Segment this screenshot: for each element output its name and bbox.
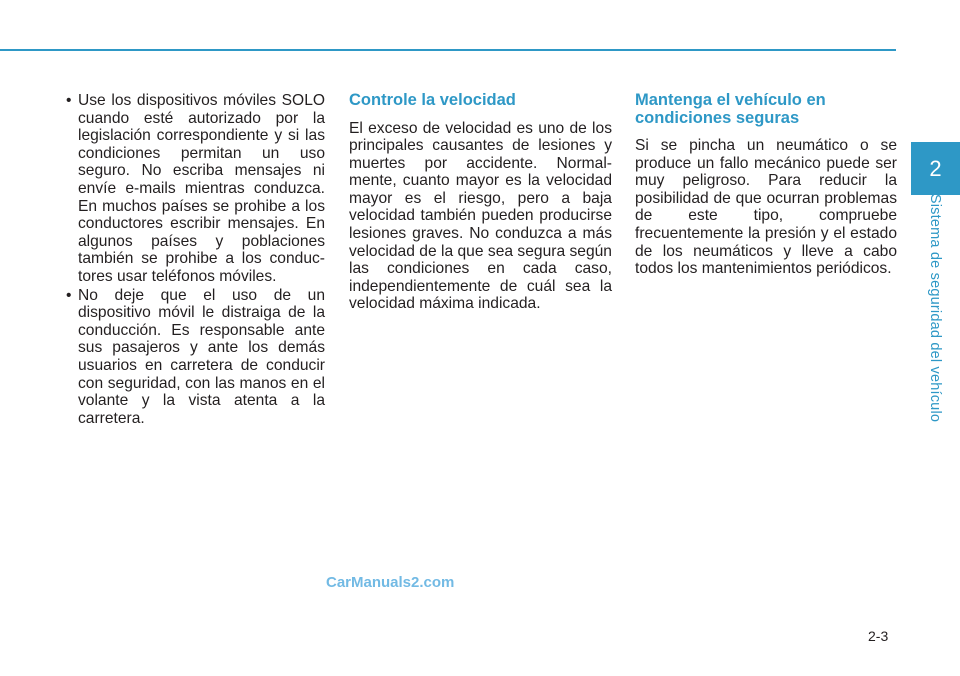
column-middle <box>349 92 612 313</box>
bullet-icon: • <box>66 286 72 304</box>
bullet-text: Use los dispositivos móviles SOLO cuando esté autorizado por la legislación correspondiente y si las condiciones permitan un uso seguro. No escriba mensajes ni envíe e-mails mientras conduzca. En muchos países se prohibe a los conductores escribir mensajes. En algunos países y poblaciones también se prohibe a los conduc-tores usar teléfonos móviles. <box>78 92 325 285</box>
section-body-vehicle-condition: Si se pincha un neumático o se produce un fallo mecánico puede ser muy peligroso. Para reducir la posibilidad de que ocurran problemas de este tipo, compruebe frecuentemente la presión y el estado de los neumáticos y lleve a cabo todos los mantenimientos periódicos. <box>635 137 897 278</box>
header-rule <box>0 49 896 51</box>
bullet-item-mobile-use <box>62 92 325 286</box>
section-heading-speed: Controle la velocidad <box>349 91 516 109</box>
section-body-speed: El exceso de velocidad es uno de los principales causantes de lesiones y muertes por accidente. Normal-mente, cuanto mayor es la velocidad mayor es el riesgo, pero a baja velocidad también pueden producirse lesiones graves. No conduzca a más velocidad de la que sea segura según las condiciones en cada caso, independientemente de cuál sea la velocidad máxima indicada. <box>349 119 612 313</box>
section-heading-vehicle-condition: Mantenga el vehículo en condiciones seguras <box>635 91 826 127</box>
page-number: 2-3 <box>868 628 889 644</box>
bullet-item-distraction <box>62 287 325 428</box>
chapter-number: 2 <box>929 155 942 181</box>
bullet-text: No deje que el uso de un dispositivo móvil le distraiga de la conducción. Es responsable ante sus pasajeros y ante los demás usuarios en carretera de conducir con seguridad, con las manos en el volante y la vista atenta a la carretera. <box>78 286 325 427</box>
watermark-link[interactable]: CarManuals2.com <box>326 574 455 591</box>
bullet-list <box>62 92 325 427</box>
chapter-title: Sistema de seguridad del vehículo <box>927 193 943 423</box>
bullet-icon: • <box>66 92 72 109</box>
column-left <box>62 92 325 428</box>
chapter-tab <box>911 142 960 195</box>
column-right <box>635 92 897 278</box>
